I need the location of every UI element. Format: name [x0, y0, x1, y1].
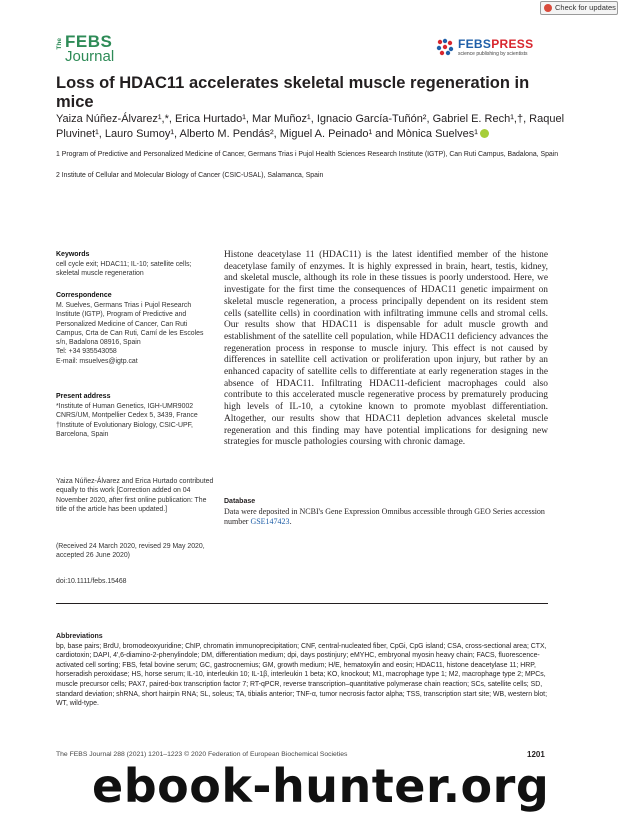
geo-accession-link[interactable]: GSE147423 — [250, 516, 290, 526]
correspondence-block — [56, 291, 214, 366]
logo-the: The — [56, 38, 63, 50]
logo-febs: FEBS — [65, 32, 113, 51]
watermark-text: ebook-hunter.org — [92, 759, 550, 813]
check-updates-label: Check for updates — [555, 3, 616, 12]
authors-text: Yaiza Núñez-Álvarez¹,*, Erica Hurtado¹, Mar Muñoz¹, Ignacio García-Tuñón², Gabriel E. Rech¹,†, Raquel Pluvinet¹, Lauro Sumoy¹, Alberto M. Pendás², Miguel A. Peinado¹ and Mònica Suelves¹ — [56, 113, 565, 140]
author-list — [56, 112, 566, 141]
logo-journal: Journal — [65, 48, 115, 65]
contribution-note: Yaiza Núñez-Álvarez and Erica Hurtado contributed equally to this work [Correction added on 04 November 2020, after first online publication: The title of the article has been updated.] — [56, 478, 214, 513]
abbreviations-heading: Abbreviations — [56, 633, 103, 640]
database-block — [224, 497, 548, 527]
doi: doi:10.1111/febs.15468 — [56, 578, 127, 585]
abstract-text: Histone deacetylase 11 (HDAC11) is the latest identified member of the histone deacetylase family of enzymes. It is highly expressed in brain, heart, testis, kidney, and skeletal muscle, although its role in these tissues is poorly understood. Here, we investigate for the first time the consequences of HDAC11 genetic impairment on skeletal muscle regeneration, a process principally dependent on its resident stem cells (satellite cells) in coordination with infiltrating immune cells and stromal cells. Our results show that HDAC11 is dispensable for adult muscle growth and establishment of the satellite cell population, while HDAC11 deficiency advances the regeneration process in response to muscle injury. This effect is not caused by differences in satellite cell activation or proliferation upon injury, but rather by an enhanced capacity of satellite cells to differentiate at early regeneration stages in the absence of HDAC11. Infiltrating HDAC11-deficient macrophages could also contribute to this accelerated muscle regenerative process by prematurely producing high levels of IL-10, a cytokine known to promote myoblast differentiation. Altogether, our results show that HDAC11 depletion advances skeletal muscle regeneration and this finding may have potential implications for designing new strategies for muscle pathologies coursing with chronic damage. — [224, 250, 548, 448]
abbreviations-block — [56, 632, 550, 709]
database-heading: Database — [224, 498, 256, 505]
article-title: Loss of HDAC11 accelerates skeletal muscle regeneration in mice — [56, 74, 530, 111]
febs-press-logo — [436, 37, 546, 61]
correspondence-email: E-mail: msuelves@igtp.cat — [56, 357, 138, 365]
press-name: FEBSPRESS — [458, 37, 534, 51]
present-address-b: †Institute of Evolutionary Biology, CSIC-UPF, Barcelona, Spain — [56, 421, 193, 438]
affiliation-2: 2 Institute of Cellular and Molecular Biology of Cancer (CSIC-USAL), Salamanca, Spain — [56, 172, 324, 179]
present-address-a: *Institute of Human Genetics, IGH-UMR9002 CNRS/UM, Montpellier Cedex 5, 3439, France — [56, 403, 198, 420]
keywords-text: cell cycle exit; HDAC11; IL-10; satellite cells; skeletal muscle regeneration — [56, 261, 192, 278]
keywords-heading: Keywords — [56, 251, 90, 258]
page-number: 1201 — [527, 750, 545, 759]
received-dates: (Received 24 March 2020, revised 29 May 2020, accepted 26 June 2020) — [56, 543, 205, 560]
affiliation-1: 1 Program of Predictive and Personalized Medicine of Cancer, Germans Trias i Pujol Health Sciences Research Institute (IGTP), Can Ruti Campus, Badalona, Spain — [56, 151, 559, 158]
refresh-icon — [544, 4, 552, 12]
section-divider — [56, 603, 548, 604]
orcid-icon[interactable] — [480, 129, 489, 138]
correspondence-heading: Correspondence — [56, 292, 112, 299]
abbreviations-text: bp, base pairs; BrdU, bromodeoxyuridine; ChIP, chromatin immunoprecipitation; CNF, central-nucleated fiber, CpGi, CpG island; CSA, cross-sectional area; CTX, cardiotoxin; DAPI, 4′,6-diamino-2-phenylindole; DM, differentiation medium; dpi, days postinjury; eMYHC, embryonal myosin heavy chain; FACS, fluorescence-activated cell sorting; FBS, fetal bovine serum; GC, gastrocnemius; GM, growth medium; H/E, hematoxylin and eosin; HDAC11, histone deacetylase 11; HRP, horseradish peroxidase; HS, horse serum; IL-10, interleukin 10; IL-1β, interleukin 1 beta; KO, knockout; M1, macrophage type 1; M2, macrophage type 2; MPCs, muscle precursor cells; PAX7, paired-box transcription factor 7; RT-qPCR, reverse transcription–quantitative polymerase chain reaction; SCs, satellite cells; SD, standard deviation; shRNA, short hairpin RNA; SL, soleus; TA, tibialis anterior; TNF-α, tumor necrosis factor alpha; TSS, transcription start site; WB, western blot; WT, wild-type. — [56, 642, 547, 708]
database-text: Data were deposited in NCBI's Gene Expression Omnibus accessible through GEO Series accession number GSE147423. — [224, 506, 545, 526]
check-for-updates-button[interactable] — [540, 1, 618, 15]
correspondence-tel: Tel: +34 935543058 — [56, 348, 117, 356]
present-address-block — [56, 392, 214, 439]
page-footer: The FEBS Journal 288 (2021) 1201–1223 © 2020 Federation of European Biochemical Societies — [56, 751, 348, 758]
press-tagline: science publishing by scientists — [458, 51, 528, 57]
correspondence-text: M. Suelves, Germans Trias i Pujol Research Institute (IGTP), Program of Predictive and Personalized Medicine of Cancer, Can Ruti Campus, Crta de Can Ruti, Camí de les Escoles s/n, Badalona 08916, Spain — [56, 302, 204, 347]
keywords-block — [56, 250, 214, 279]
press-dots-icon — [436, 38, 454, 56]
present-address-heading: Present address — [56, 393, 111, 400]
